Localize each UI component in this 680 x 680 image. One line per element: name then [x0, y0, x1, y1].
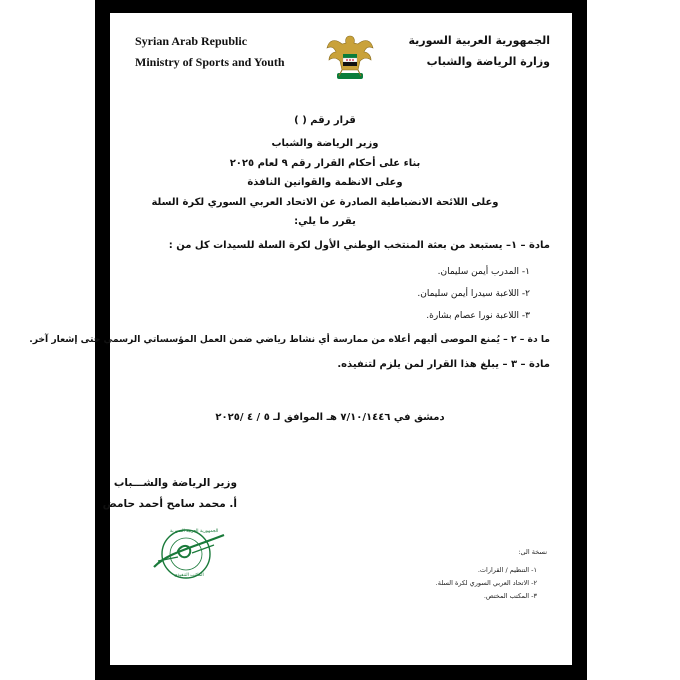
decides-line: يقرر ما يلي: — [294, 216, 356, 227]
article-2: ما دة – ٢ – يُمنع الموصى أليهم أعلاه من ممارسة أي نشاط رياضي ضمن العمل المؤسساتي الرسمي حتى إشعار آخر. — [29, 334, 550, 345]
disciplinary-line: وعلى اللائحة الانضباطية الصادرة عن الاتحاد العربي السوري لكرة السلة — [151, 197, 499, 208]
cc-item: ٣- المكتب المختص. — [483, 592, 537, 600]
signature-name: أ. محمد سامح أحمد حامض — [102, 498, 237, 510]
article-3: مادة – ٣ – يبلغ هذا القرار لمن يلزم لتنفيذه. — [337, 359, 550, 370]
header-ar-country: الجمهورية العربية السورية — [408, 34, 550, 47]
cc-item: ٢- الاتحاد العربي السوري لكرة السلة. — [435, 579, 537, 587]
regulations-line: وعلى الانظمة والقوانين النافذة — [247, 177, 403, 188]
decision-number: قرار رقم ( ) — [294, 115, 356, 126]
cc-heading: نسخة الى: — [518, 548, 547, 556]
signature-title: وزير الرياضة والشـــباب — [113, 477, 237, 489]
header-en-ministry: Ministry of Sports and Youth — [135, 55, 285, 69]
syria-eagle-emblem-icon — [325, 30, 375, 90]
header-en-country: Syrian Arab Republic — [135, 34, 248, 48]
based-on-line: بناء على أحكام القرار رقم ٩ لعام ٢٠٢٥ — [229, 158, 421, 169]
minister-title: وزير الرياضة والشباب — [271, 138, 379, 149]
stamp-ring-text: الجمهورية العربية السورية — [170, 529, 219, 534]
header-ar-ministry: وزارة الرياضة والشباب — [426, 55, 550, 68]
date-line: دمشق في ٧/١٠/١٤٤٦ هـ الموافق لـ ٥ / ٤ /٢٠٢٥ — [215, 412, 445, 423]
cc-item: ١- التنظيم / القرارات. — [477, 566, 537, 574]
article-1-item: ٣- اللاعبة نورا عصام بشارة. — [426, 311, 530, 321]
article-1: مادة – ١– يستبعد من بعثة المنتخب الوطني الأول لكرة السلة للسيدات كل من : — [168, 240, 550, 251]
article-1-item: ٢- اللاعبة سيدرا أيمن سليمان. — [417, 289, 530, 299]
stamp-bottom-text: المكتب التنفيذي — [174, 573, 204, 578]
official-stamp — [148, 523, 228, 585]
article-1-item: ١- المدرب أيمن سليمان. — [437, 267, 530, 277]
